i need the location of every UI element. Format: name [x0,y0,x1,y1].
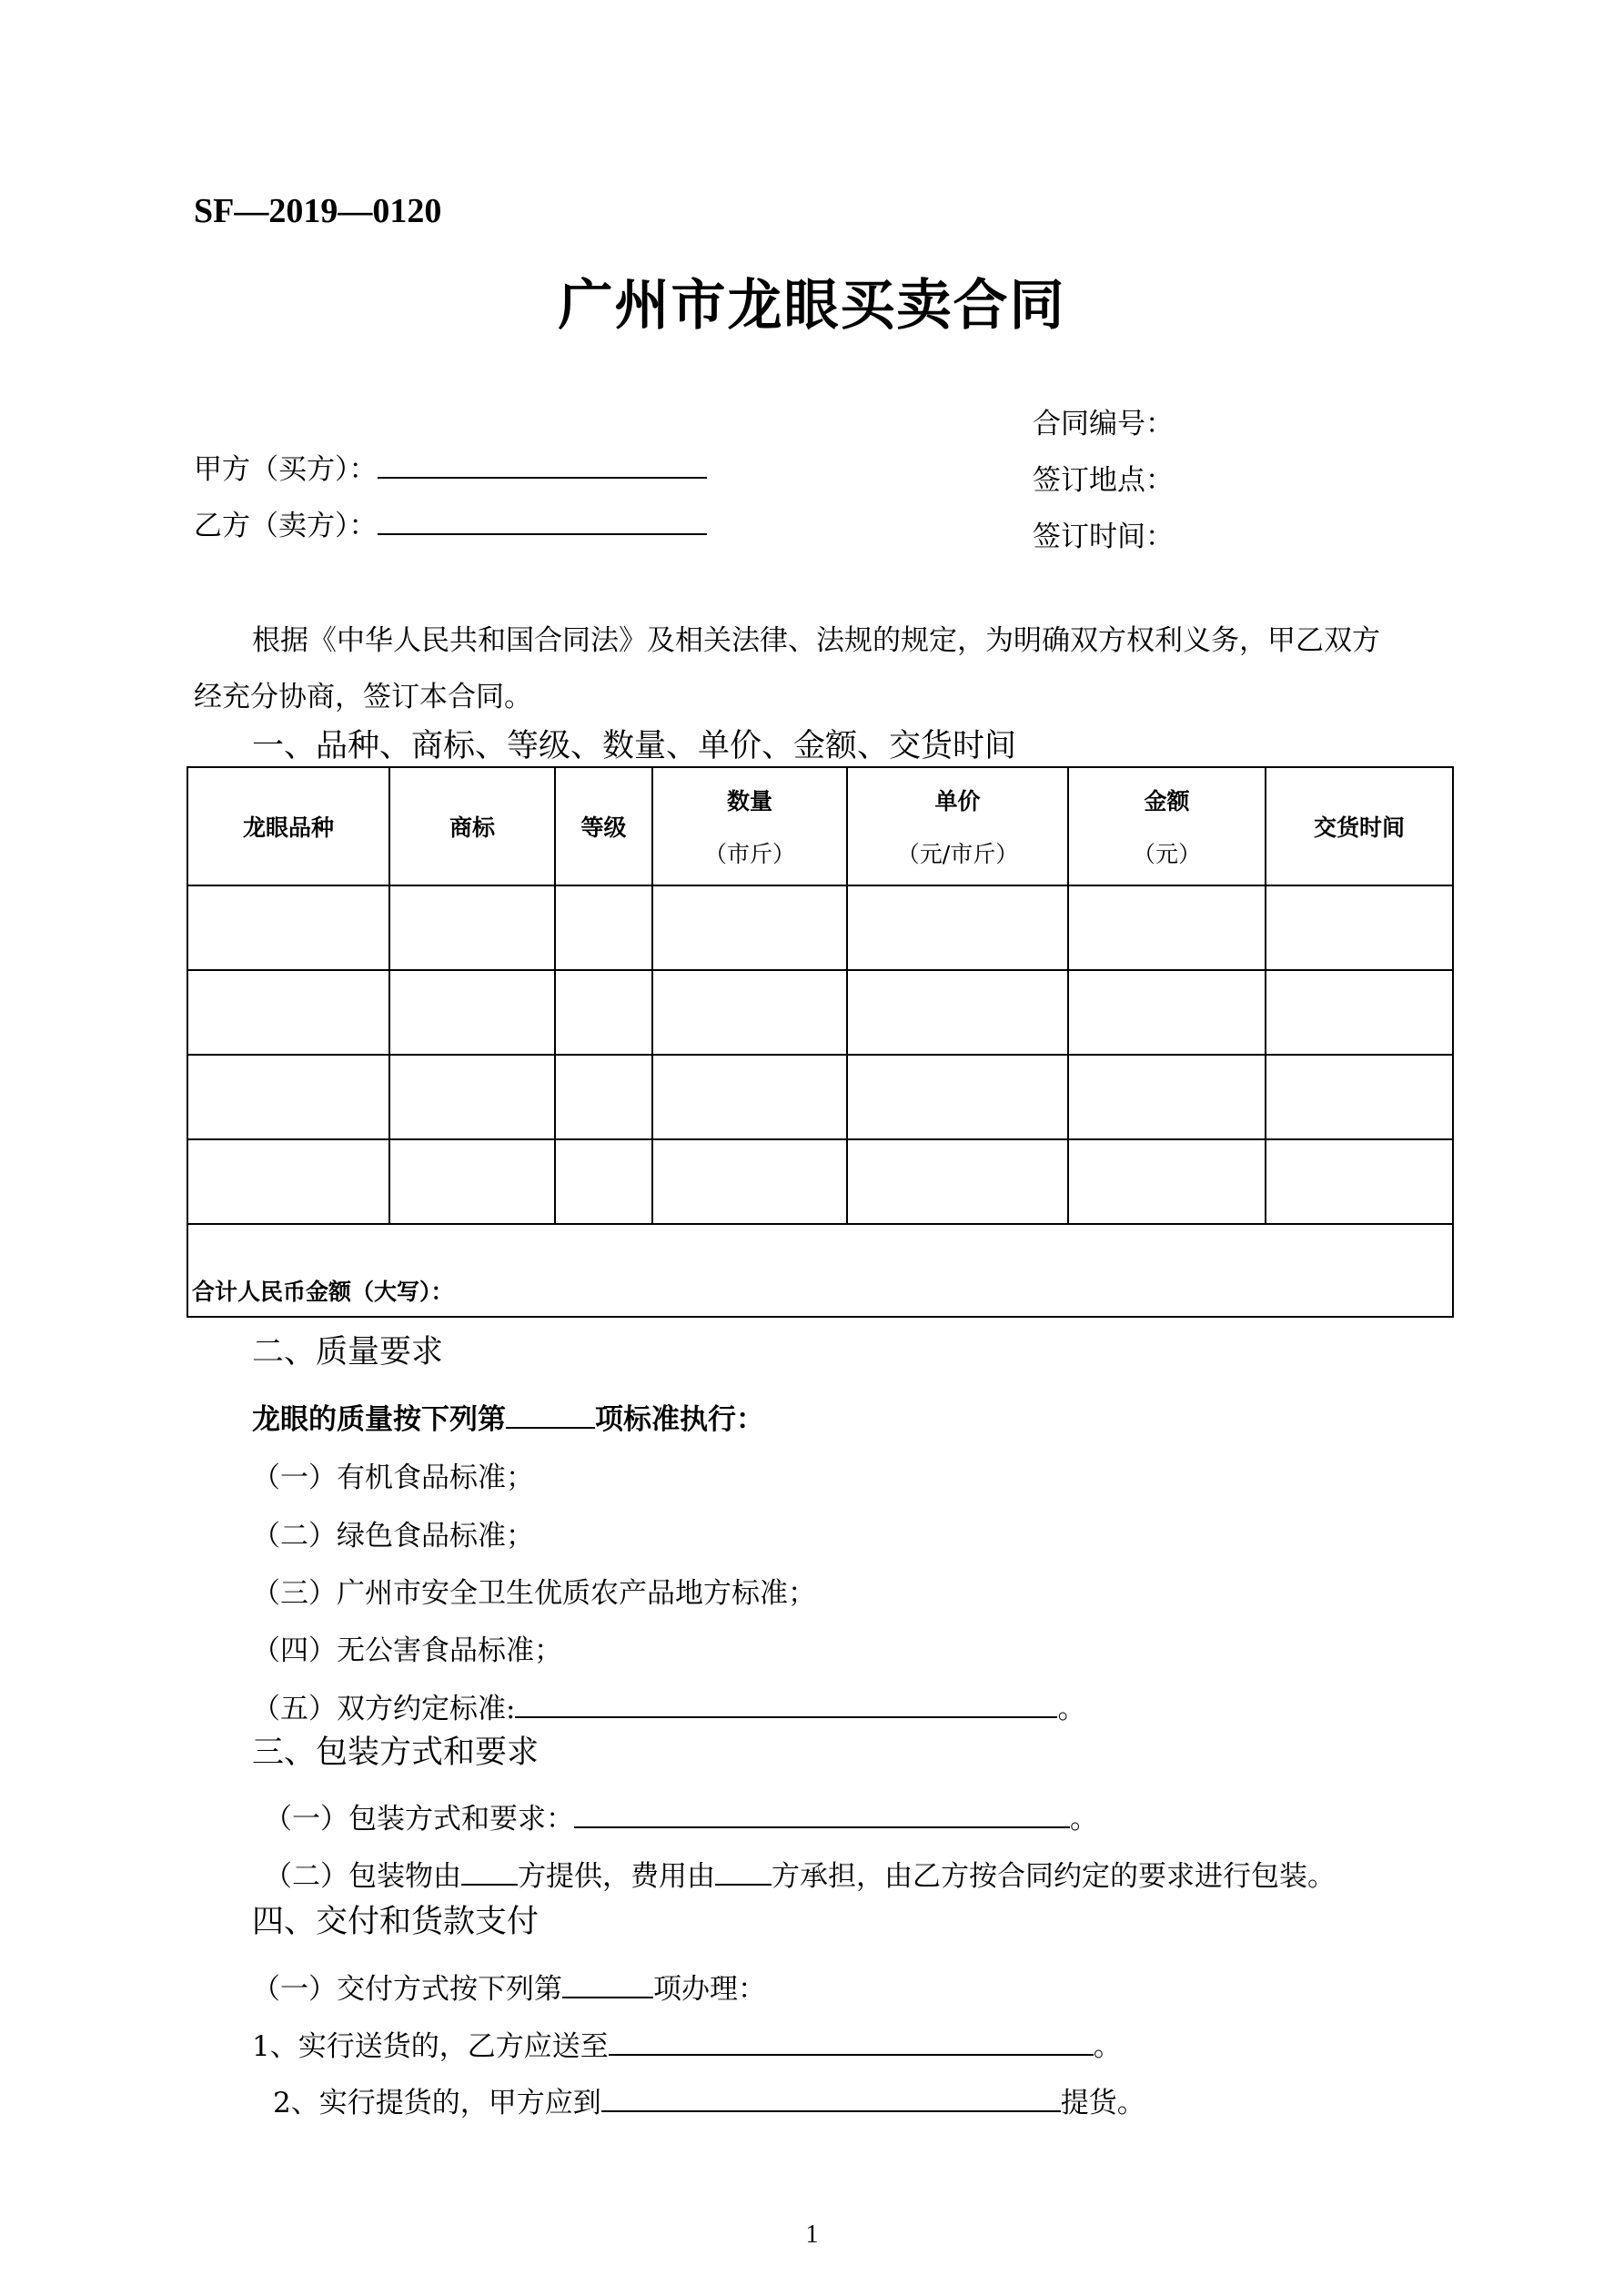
table-cell[interactable] [1068,1055,1266,1139]
table-cell[interactable] [652,970,847,1055]
table-cell[interactable] [389,1139,555,1224]
table-cell[interactable] [1266,1139,1453,1224]
sign-time-label: 签订时间： [1033,521,1174,553]
table-cell[interactable] [555,1055,652,1139]
sign-place-label: 签订地点： [1033,464,1174,497]
col-unit-price: 单价 （元/市斤） [847,767,1068,885]
col-quantity: 数量 （市斤） [652,767,847,885]
table-cell[interactable] [1266,885,1453,970]
delivery-item-1-end: 项办理： [653,1973,766,2006]
packaging-item-1 [264,1795,1098,1836]
total-amount-cell[interactable] [187,1224,1453,1317]
delivery-sub-2-end: 提货。 [1060,2087,1145,2119]
table-cell[interactable] [652,1055,847,1139]
agreed-standard-blank[interactable] [515,1693,1057,1718]
table-cell[interactable] [652,885,847,970]
total-amount-label: 合计人民币金额（大写）： [192,1279,454,1305]
col-delivery-time: 交货时间 [1266,767,1453,885]
col-trademark: 商标 [389,767,555,885]
intro-line-1: 根据《中华人民共和国合同法》及相关法律、法规的规定，为明确双方权利义务，甲乙双方 [252,624,1380,657]
table-cell[interactable] [555,1139,652,1224]
section-1-heading: 一、品种、商标、等级、数量、单价、金额、交货时间 [252,728,1017,764]
party-b-blank[interactable] [378,510,707,535]
packaging-item-2 [264,1853,1336,1894]
table-cell[interactable] [389,970,555,1055]
table-cell[interactable] [1266,970,1453,1055]
packaging-item-2-text-c: 方承担，由乙方按合同约定的要求进行包装。 [772,1860,1336,1893]
delivery-destination-blank[interactable] [609,2030,1094,2056]
quality-item-5-end: 。 [1057,1693,1086,1725]
delivery-sub-1 [252,2023,1122,2064]
delivery-sub-1-end: 。 [1093,2030,1122,2063]
packaging-item-1-label: （一）包装方式和要求： [264,1803,574,1836]
quality-lead-text-end: 项标准执行： [595,1403,764,1436]
table-cell[interactable] [1266,1055,1453,1139]
table-cell[interactable] [187,1139,389,1224]
quality-lead [252,1396,764,1437]
table-cell[interactable] [652,1139,847,1224]
quality-item: （二）绿色食品标准； [252,1520,534,1553]
delivery-sub-2 [273,2079,1145,2120]
table-header-row [187,767,1453,885]
table-cell[interactable] [187,970,389,1055]
packaging-provider-blank[interactable] [461,1860,518,1886]
table-total-row [187,1224,1453,1317]
page-number: 1 [805,2220,819,2249]
col-amount: 金额 （元） [1068,767,1266,885]
table-cell[interactable] [1068,970,1266,1055]
col-grade: 等级 [555,767,652,885]
party-b-field [194,502,707,543]
table-cell[interactable] [1068,885,1266,970]
quality-item-5 [252,1685,1085,1726]
pickup-location-blank[interactable] [601,2087,1061,2112]
table-row [187,970,1453,1055]
table-cell[interactable] [389,1055,555,1139]
party-a-blank[interactable] [378,453,707,479]
table-cell[interactable] [847,885,1068,970]
delivery-sub-1-label: 1、实行送货的，乙方应送至 [252,2030,609,2063]
party-b-label: 乙方（卖方）： [194,510,378,542]
col-variety: 龙眼品种 [187,767,389,885]
party-a-field [194,446,707,487]
packaging-item-2-text-b: 方提供，费用由 [518,1860,715,1893]
delivery-item-1-label: （一）交付方式按下列第 [252,1973,562,2006]
section-4-heading: 四、交付和货款支付 [252,1904,540,1940]
table-cell[interactable] [555,885,652,970]
table-cell[interactable] [187,885,389,970]
table-cell[interactable] [847,970,1068,1055]
contract-title: 广州市龙眼买卖合同 [558,274,1066,338]
packaging-cost-bearer-blank[interactable] [715,1860,772,1886]
quality-item-5-label: （五）双方约定标准: [252,1693,516,1725]
table-cell[interactable] [847,1055,1068,1139]
table-cell[interactable] [1068,1139,1266,1224]
party-a-label: 甲方（买方）： [194,453,378,486]
delivery-sub-2-label: 2、实行提货的，甲方应到 [273,2087,601,2119]
quality-option-blank[interactable] [506,1403,595,1429]
intro-line-2: 经充分协商，签订本合同。 [194,681,532,713]
packaging-item-2-text-a: （二）包装物由 [264,1860,461,1893]
delivery-item-1 [252,1966,766,2007]
table-row [187,1055,1453,1139]
table-cell[interactable] [389,885,555,970]
product-spec-table [187,766,1454,1318]
table-cell[interactable] [847,1139,1068,1224]
table-cell[interactable] [555,970,652,1055]
quality-item: （一）有机食品标准； [252,1462,534,1494]
quality-item: （三）广州市安全卫生优质农产品地方标准； [252,1577,816,1610]
document-code: SF—2019—0120 [194,192,442,230]
table-cell[interactable] [187,1055,389,1139]
section-3-heading: 三、包装方式和要求 [252,1735,540,1771]
table-row [187,1139,1453,1224]
section-2-heading: 二、质量要求 [252,1334,444,1371]
table-row [187,885,1453,970]
delivery-option-blank[interactable] [562,1973,653,1998]
quality-item: （四）无公害食品标准； [252,1634,562,1667]
quality-lead-text: 龙眼的质量按下列第 [252,1403,506,1436]
contract-number-label: 合同编号： [1033,408,1174,440]
packaging-method-blank[interactable] [574,1803,1070,1828]
packaging-item-1-end: 。 [1070,1803,1098,1836]
